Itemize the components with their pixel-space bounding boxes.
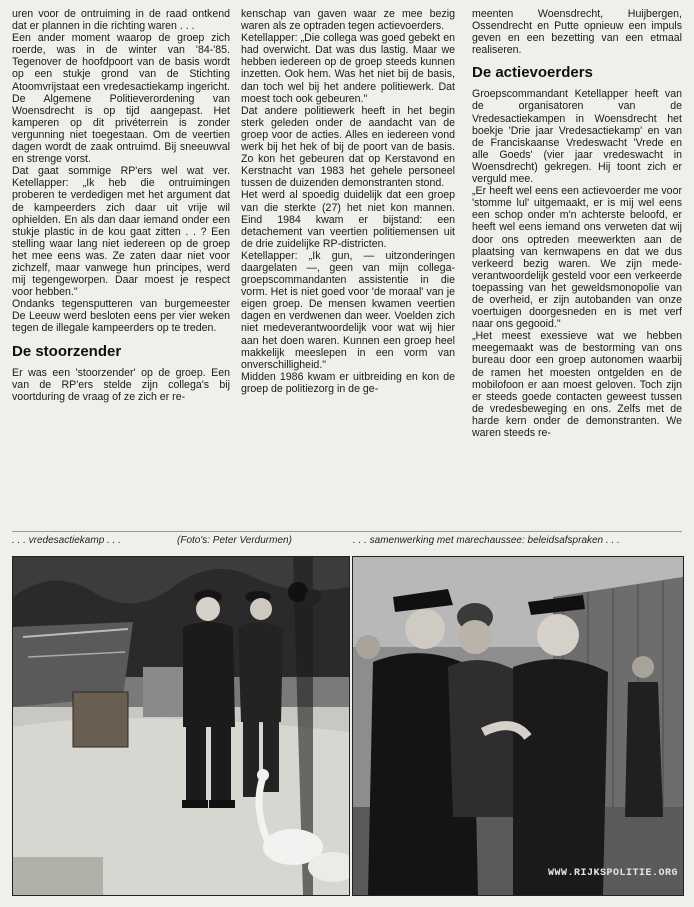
camp-photo-illustration bbox=[13, 557, 349, 895]
divider bbox=[12, 531, 682, 532]
paragraph: uren voor de ontruiming in de raad ontkend dat er plannen in die richting waren . . . bbox=[12, 8, 230, 33]
paragraph: „Er heeft wel eens een actievoerder me voor 'stomme lul' uitgemaakt, er is mij wel eens een schop onder m'n achterste beloofd, er heeft wel eens iemand ons verweten dat wij door ons optreden meewerkten aan de plaatsing van kernwapens en dat we dus verkeerd bezig waren. We zijn mede-verantwoordelijk gesteld voor een verkeerde toepassing van het geweldsmonopolie van de overheid, er zijn autobanden van onze voertuigen doorgesneden en is met verf naar ons gegooid." bbox=[472, 185, 682, 331]
paragraph: „Het meest exessieve wat we hebben meegemaakt was de bestorming van ons bureau door een groep autonomen waarbij de ramen het moesten ontgelden en de mobilofoon er aan moest geloven. Toch zijn er steeds goede contacten geweest tussen de vredesbeweging en ons. Zelfs met de harde kern onder de demonstranten. We waren steeds re- bbox=[472, 330, 682, 439]
paragraph: Dat gaat sommige RP'ers wel wat ver. Ketellapper: „Ik heb die ontruimingen proberen te verdedigen met het argument dat de kampeerders zich daar uit vrije wil ophielden. En als dan daar iemand onder een stukje plastic in de kou gaat zitten . . ? Een stelling waar lang niet iedereen op de groep het mee eens was. Ze zaten daar niet voor zichzelf, maar vanwege hun principes, werd mij tegengeworpen. Daar moest je respect voor hebben." bbox=[12, 165, 230, 299]
paragraph: Er was een 'stoorzender' op de groep. Een van de RP'ers stelde zijn collega's bij voortduring de vraag of ze zich er re- bbox=[12, 366, 230, 403]
photo-vredesactiekamp bbox=[12, 556, 350, 896]
text-column-1 bbox=[12, 8, 230, 528]
paragraph: kenschap van gaven waar ze mee bezig waren als ze optraden tegen actievoerders. bbox=[241, 8, 455, 33]
marechaussee-photo-illustration bbox=[353, 557, 683, 895]
paragraph: Het werd al spoedig duidelijk dat een groep van die sterkte (27) het niet kon mannen. Eind 1984 kwam er bijstand: een detachement van veertien politiemensen uit de drie zuidelijke RP-districten. bbox=[241, 189, 455, 250]
caption-left: . . . vredesactiekamp . . . bbox=[12, 535, 121, 546]
paragraph: Ketellapper: „Ik gun, — uitzonderingen daargelaten —, geen van mijn collega-groepscommandanten assistentie in die vorm. Het is niet goed voor 'de moraal' van je eigen groep. De mensen kwamen veertien dagen en verdwenen dan weer. Voelden zich niet medeverantwoordelijk voor wat wij hier aan het doen waren. Kunnen een groep heel makkelijk meeslepen in een vorm van onverschilligheid." bbox=[241, 249, 455, 371]
photo-marechaussee bbox=[352, 556, 684, 896]
section-heading-stoorzender: De stoorzender bbox=[12, 342, 122, 360]
paragraph: Groepscommandant Ketellapper heeft van de organisatoren van de Vredesactiekampen in Woensdrecht het boekje 'Drie jaar Vredesactiekamp' en van de Franciskaanse Vredeswacht 'Vrede en alle Goeds' (vier jaar vredeswacht in Woensdrecht) gekregen. Hij toont zich er verguld mee. bbox=[472, 88, 682, 186]
watermark-text: WWW.RIJKSPOLITIE.ORG bbox=[547, 868, 678, 879]
paragraph: Een ander moment waarop de groep zich roerde, was in de winter van '84-'85. Tegenover de hoofdpoort van de basis wordt op een stukje grond van de Stichting Atoomvrijstaat een vredesactiekamp ingericht. De Algemene Politieverordening van Woensdrecht is op tijd aangepast. Het kamperen op dit privéterrein is zonder vergunning niet toegestaan. Om de veertien dagen wordt de zaak ontruimd. Bij sneeuwval en strenge vorst. bbox=[12, 32, 230, 166]
paragraph: Ondanks tegensputteren van burgemeester De Leeuw werd besloten eens per vier weken tegen de illegale kampeerders op te treden. bbox=[12, 298, 230, 335]
text-column-2 bbox=[241, 8, 455, 530]
text-column-3 bbox=[472, 8, 682, 526]
paragraph: Ketellapper: „Die collega was goed gebekt en had overwicht. Dat was dus lastig. Maar we hebben iedereen op de groep steeds kunnen inzetten. Ook hem. Was het niet bij de basis, dan toch wel bij het andere politiewerk. Dat moest toch ook gebeuren." bbox=[241, 32, 455, 105]
photo-credit: (Foto's: Peter Verdurmen) bbox=[177, 535, 292, 546]
caption-right: . . . samenwerking met marechaussee: beleidsafspraken . . . bbox=[353, 535, 620, 546]
paragraph: Dat andere politiewerk heeft in het begin sterk geleden onder de aandacht van de groep voor de acties. Alles en iedereen vond werk bij het hek of bij de poort van de basis. Zo kon het gebeuren dat op Kerstavond en Kerstnacht van 1983 het gehele personeel tussen de duizenden demonstranten stond. bbox=[241, 104, 455, 190]
section-heading-actievoerders: De actievoerders bbox=[472, 64, 593, 82]
paragraph: meenten Woensdrecht, Huijbergen, Ossendrecht en Putte opnieuw een impuls geven en een bezetting van een etmaal realiseren. bbox=[472, 8, 682, 57]
photo-captions bbox=[12, 535, 682, 551]
paragraph: Midden 1986 kwam er uitbreiding en kon de groep de politiezorg in de ge- bbox=[241, 370, 455, 395]
